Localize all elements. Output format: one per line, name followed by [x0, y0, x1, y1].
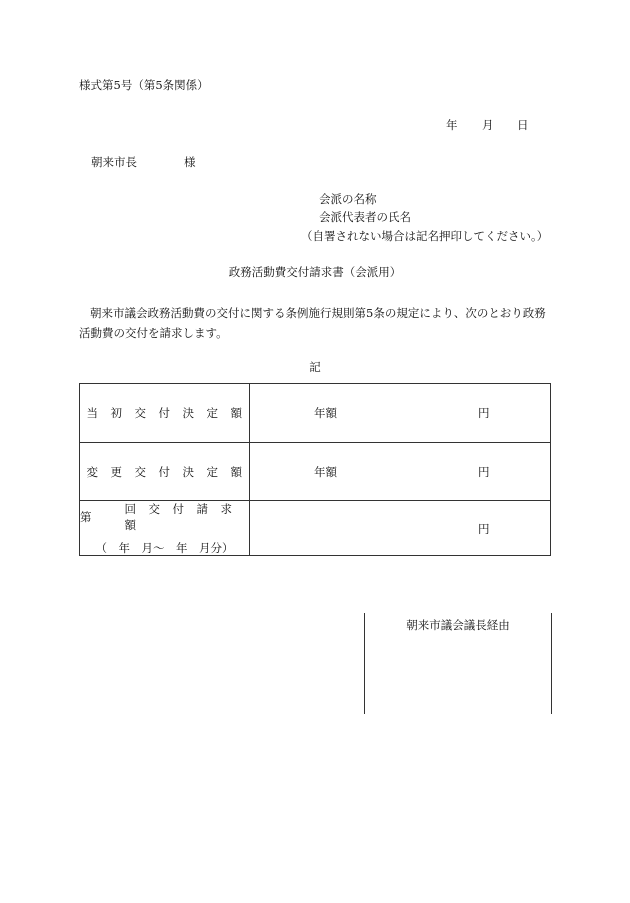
date-day-label: 日 [517, 118, 529, 132]
yen-label: 円 [478, 521, 490, 536]
yen-label: 円 [478, 406, 490, 420]
date-month-label: 月 [482, 118, 494, 132]
nth-request-label [80, 501, 249, 533]
request-table [79, 383, 551, 556]
period-label: （ 年 月～ 年 月分） [95, 541, 234, 555]
changed-decision-label: 変更交付決定額 [86, 464, 255, 479]
table-row [80, 442, 550, 500]
yen-label: 円 [478, 464, 490, 479]
body-text: 朝来市議会政務活動費の交付に関する条例施行規則第5条の規定により、次のとおり政務活動費の交付を請求します。 [79, 306, 546, 340]
addressee: 朝来市長 [91, 155, 137, 169]
nth-prefix: 第 [80, 510, 92, 524]
nth-request-text: 回交付請求額 [124, 502, 245, 532]
via-box [364, 613, 552, 714]
document-title: 政務活動費交付請求書（会派用） [228, 265, 402, 279]
via-chairperson-label: 朝来市議会議長経由 [406, 618, 510, 632]
date-year-label: 年 [446, 118, 458, 132]
row-label-cell [80, 384, 255, 442]
table-row [80, 384, 550, 442]
initial-decision-label: 当初交付決定額 [86, 406, 255, 420]
annual-label: 年額 [314, 406, 337, 420]
row-label-cell [80, 443, 255, 500]
row-label-cell [80, 501, 250, 556]
annual-label: 年額 [314, 464, 337, 479]
ki-heading: 記 [309, 360, 321, 374]
form-number: 様式第5号（第5条関係） [79, 78, 209, 92]
representative-name-label: 会派代表者の氏名 [319, 210, 411, 224]
honorific: 様 [184, 155, 196, 169]
faction-name-label: 会派の名称 [319, 192, 377, 206]
table-row [80, 500, 550, 556]
signature-note: （自署されない場合は記名押印してください。） [301, 229, 549, 243]
